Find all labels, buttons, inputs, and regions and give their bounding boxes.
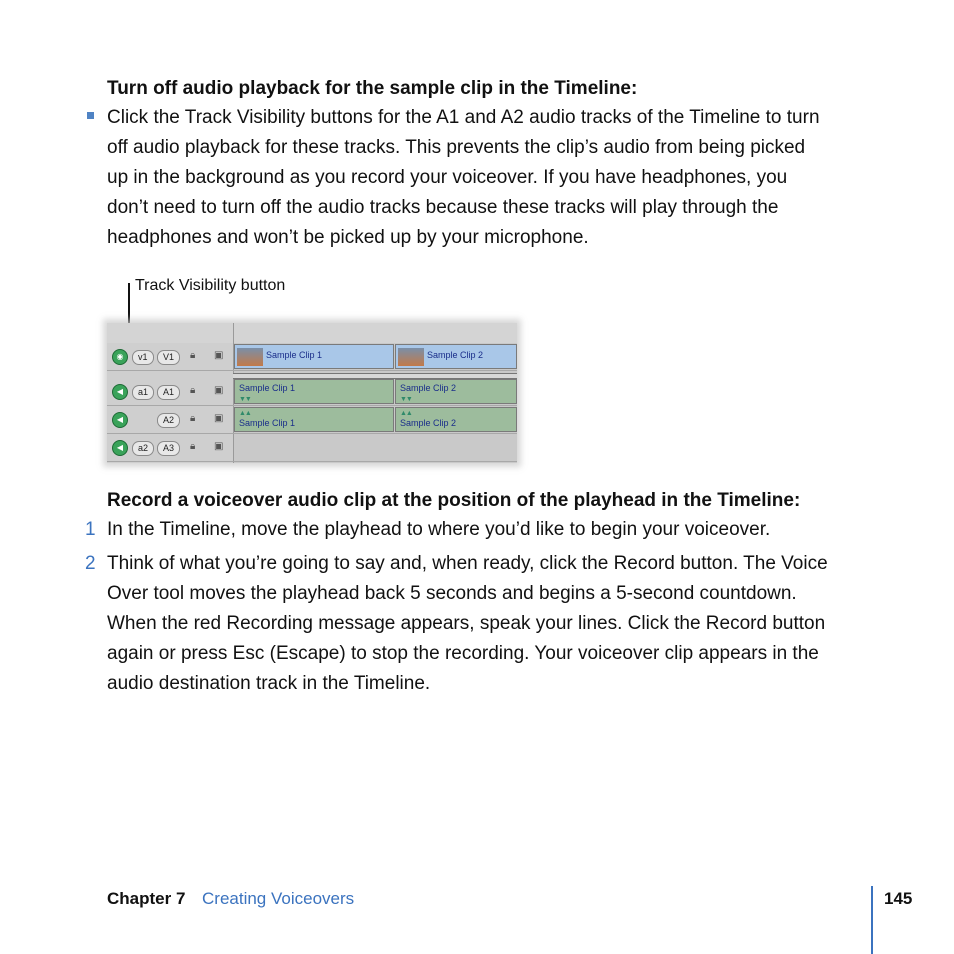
step-line: again or press Esc (Escape) to stop the recording. Your voiceover clip appears in the (107, 643, 819, 664)
clip-title: Sample Clip 2 (427, 350, 484, 360)
timeline-figure (107, 323, 517, 463)
destination-control[interactable]: V1 (157, 350, 180, 365)
link-marker-icon: ▲▲ (239, 410, 251, 417)
step-number: 1 (85, 519, 96, 540)
destination-control[interactable]: A2 (157, 413, 180, 428)
section2-heading: Record a voiceover audio clip at the position of the playhead in the Timeline: (107, 490, 801, 511)
footer-chapter-title[interactable]: Creating Voiceovers (202, 889, 355, 908)
clip-title: Sample Clip 2 (400, 383, 457, 393)
track-row-v1 (107, 343, 517, 371)
footer-divider (871, 886, 873, 954)
source-control[interactable]: v1 (132, 350, 154, 365)
link-marker-icon: ▼▼ (400, 396, 412, 403)
audio-clip[interactable] (395, 379, 517, 404)
video-clip[interactable] (395, 344, 517, 369)
video-clip[interactable] (234, 344, 394, 369)
auto-select-icon[interactable]: ▣ (214, 350, 224, 361)
track-row-a1 (107, 378, 517, 406)
source-control[interactable]: a2 (132, 441, 154, 456)
step-line: audio destination track in the Timeline. (107, 673, 431, 694)
footer-chapter: Chapter 7 (107, 889, 186, 908)
bullet-line: headphones and won’t be picked up by your microphone. (107, 227, 589, 248)
bullet-line: Click the Track Visibility buttons for the A1 and A2 audio tracks of the Timeline to turn (107, 107, 820, 128)
track-visibility-button[interactable]: ◉ (112, 349, 128, 365)
track-visibility-button[interactable]: ◀ (112, 412, 128, 428)
audio-clip[interactable] (395, 407, 517, 432)
lock-icon[interactable]: 🔒︎ (190, 385, 196, 396)
callout-label: Track Visibility button (135, 277, 286, 294)
track-visibility-button[interactable]: ◀ (112, 384, 128, 400)
auto-select-icon[interactable]: ▣ (214, 441, 224, 452)
step-line: Over tool moves the playhead back 5 seconds and begins a 5-second countdown. (107, 583, 797, 604)
bullet-line: off audio playback for these tracks. This prevents the clip’s audio from being picked (107, 137, 806, 158)
link-marker-icon: ▲▲ (400, 410, 412, 417)
step-line: Think of what you’re going to say and, when ready, click the Record button. The Voice (107, 553, 828, 574)
link-marker-icon: ▼▼ (239, 396, 251, 403)
clip-title: Sample Clip 2 (400, 418, 457, 428)
audio-clip[interactable] (234, 407, 394, 432)
track-visibility-button[interactable]: ◀ (112, 440, 128, 456)
bullet-line: up in the background as you record your voiceover. If you have headphones, you (107, 167, 788, 188)
destination-control[interactable]: A3 (157, 441, 180, 456)
source-control[interactable]: a1 (132, 385, 154, 400)
lock-icon[interactable]: 🔒︎ (190, 413, 196, 424)
clip-title: Sample Clip 1 (239, 418, 296, 428)
section1-heading: Turn off audio playback for the sample clip in the Timeline: (107, 78, 638, 99)
auto-select-icon[interactable]: ▣ (214, 413, 224, 424)
step-line: When the red Recording message appears, speak your lines. Click the Record button (107, 613, 826, 634)
page-number: 145 (884, 889, 913, 908)
auto-select-icon[interactable]: ▣ (214, 385, 224, 396)
lock-icon[interactable]: 🔒︎ (190, 350, 196, 361)
track-row-a2 (107, 406, 517, 434)
clip-thumbnail (237, 348, 263, 366)
timeline-ruler (107, 323, 517, 343)
clip-thumbnail (398, 348, 424, 366)
clip-title: Sample Clip 1 (266, 350, 323, 360)
destination-control[interactable]: A1 (157, 385, 180, 400)
bullet-line: don’t need to turn off the audio tracks because these tracks will play through the (107, 197, 779, 218)
bullet-square-icon (87, 112, 94, 119)
clip-title: Sample Clip 1 (239, 383, 296, 393)
track-row-a3 (107, 434, 517, 462)
step-line: In the Timeline, move the playhead to where you’d like to begin your voiceover. (107, 519, 771, 540)
step-number: 2 (85, 553, 96, 574)
lock-icon[interactable]: 🔒︎ (190, 441, 196, 452)
audio-clip[interactable] (234, 379, 394, 404)
